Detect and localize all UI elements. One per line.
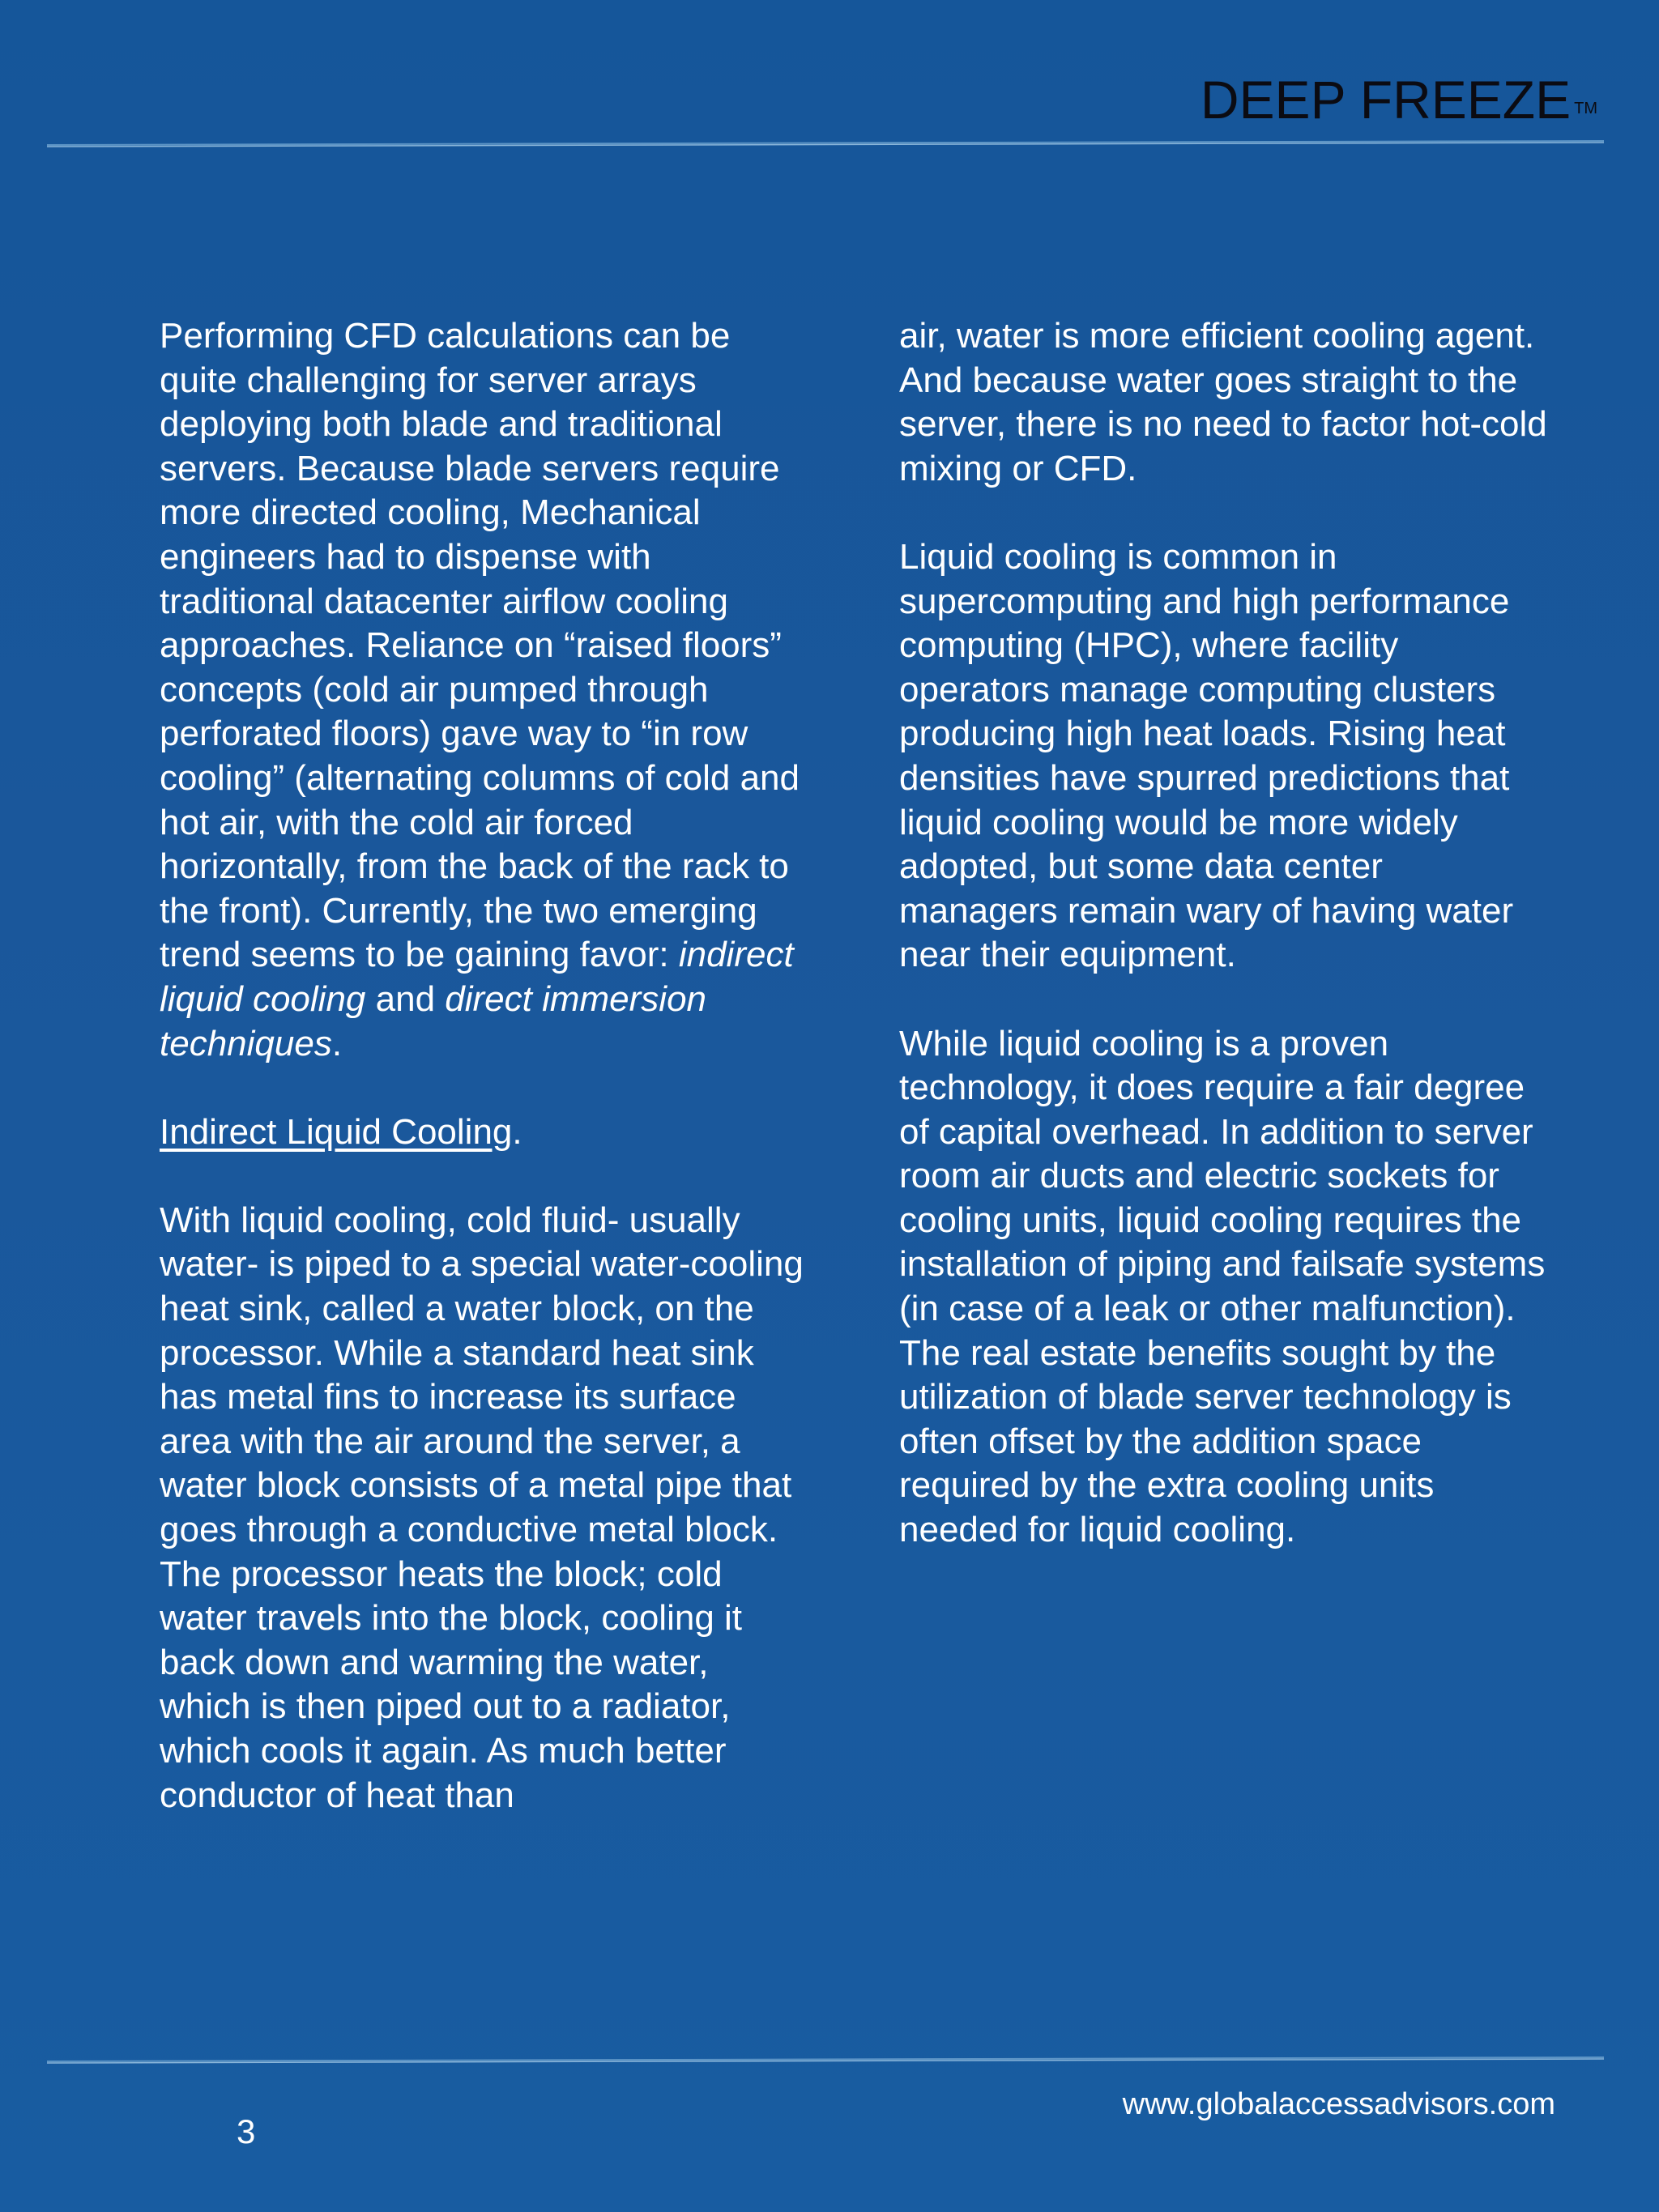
intro-conjunction: and	[365, 978, 446, 1019]
brand-title	[1200, 70, 1597, 130]
page-number: 3	[237, 2112, 256, 2150]
footer-divider	[47, 2056, 1604, 2064]
section-heading-period: .	[512, 1111, 522, 1152]
header-divider	[47, 139, 1604, 147]
water-block-paragraph: With liquid cooling, cold fluid- usually water- is piped to a special water-cooling heat sink, called a water block, on the processor. While a standard heat sink has metal fins to increase its surface area with the air around the server, a water block consists of a metal pipe that goes through a conductive metal block. The processor heats the block; cold water travels into the block, cooling it back down and warming the water, which is then piped out to a radiator, which cools it again. As much better conductor of heat than	[160, 1200, 804, 1815]
intro-paragraph	[160, 314, 808, 1066]
indirect-liquid-cooling-term: indirect liquid cooling	[160, 935, 794, 1019]
intro-period: .	[331, 1023, 343, 1063]
right-column	[899, 314, 1547, 1553]
intro-text: Performing CFD calculations can be quite challenging for server arrays deploying both blade and traditional servers. Because blade servers require more directed cooling, Mechanical engineers had to dispense with traditional datacenter airflow cooling approaches. Reliance on “raised floors” concepts (cold air pumped through perforated floors) gave way to “in row cooling” (alternating columns of cold and hot air, with the cold air forced horizontally, from the back of the rack to the front). Currently, the two emerging trend seems to be gaining favor:	[160, 316, 800, 975]
brand-title-text: DEEP FREEZE	[1200, 70, 1572, 130]
section-heading	[160, 1110, 808, 1155]
footer-url: www.globalaccessadvisors.com	[1122, 2087, 1555, 2121]
section-heading-text: Indirect Liquid Cooling	[160, 1111, 513, 1152]
efficiency-paragraph: air, water is more efficient cooling agent. And because water goes straight to the server, there is no need to factor hot-cold mixing or CFD.	[899, 316, 1547, 488]
trademark-mark: TM	[1574, 100, 1597, 117]
overhead-paragraph: While liquid cooling is a proven technology, it does require a fair degree of capital overhead. In addition to server room air ducts and electric sockets for cooling units, liquid cooling requires the installation of piping and failsafe systems (in case of a leak or other malfunction). The real estate benefits sought by the utilization of blade server technology is often offset by the addition space required by the extra cooling units needed for liquid cooling.	[899, 1023, 1546, 1550]
left-column	[160, 314, 808, 1818]
direct-immersion-term: direct immersion techniques	[160, 978, 707, 1063]
hpc-paragraph: Liquid cooling is common in supercomputing and high performance computing (HPC), where facility operators manage computing clusters producing high heat loads. Rising heat densities have spurred predictions that liquid cooling would be more widely adopted, but some data center managers remain wary of having water near their equipment.	[899, 536, 1514, 975]
